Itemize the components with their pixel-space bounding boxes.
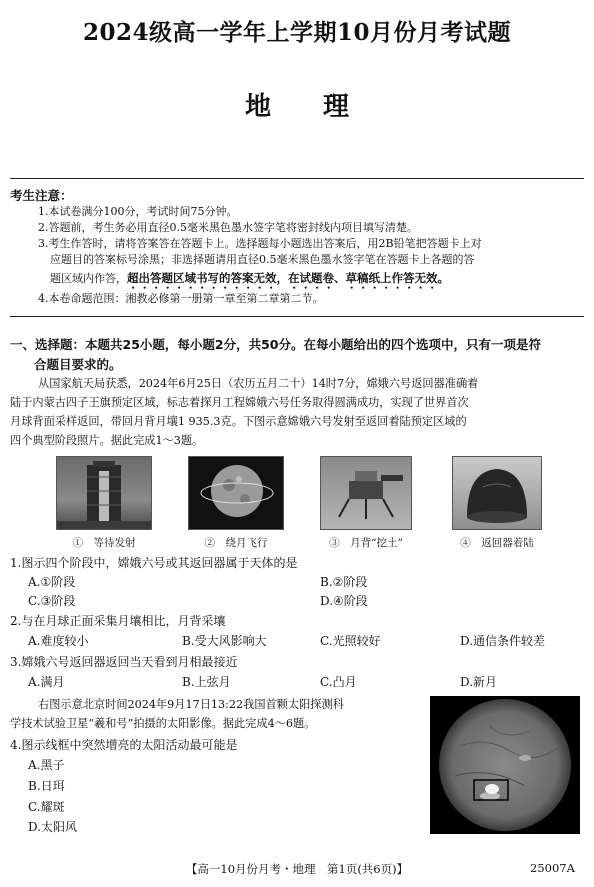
q4-option-d: D.太阳风 [28, 820, 78, 834]
q2-option-d: D.通信条件较差 [460, 634, 546, 648]
notice-item-3-end [50, 270, 449, 292]
photo-caption-4: ④ 返回器着陆 [460, 537, 534, 549]
q4-option-a: A.黑子 [28, 758, 65, 772]
notice-item-2: 2.答题前，考生务必用直径0.5毫米黑色墨水签字笔将密封线内项目填写清楚。 [38, 221, 418, 234]
q4-option-c: C.耀斑 [28, 800, 65, 814]
question-4-stem: 4.图示线框中突然增亮的太阳活动最可能是 [10, 738, 238, 752]
notice-rule [10, 316, 584, 317]
orbit-photo [188, 456, 284, 530]
q1-option-b: B.②阶段 [320, 575, 368, 589]
notice-item-4: 4.本卷命题范围：湘教必修第一册第一章至第二章第二节。 [38, 292, 324, 305]
top-rule [10, 178, 584, 179]
q1-option-a: A.①阶段 [28, 575, 76, 589]
q1-option-d: D.④阶段 [320, 594, 368, 608]
passage1-line-2: 陆于内蒙古四子王旗预定区域，标志着探月工程嫦娥六号任务取得圆满成功，实现了世界首次 [10, 396, 469, 409]
lander-icon [321, 457, 411, 529]
notice-emphasis: 超出答题区域书写的答案无效，在试题卷、草稿纸上作答无效。 [127, 271, 449, 285]
passage2-line-1: 右图示意北京时间2024年9月17日13:22我国首颗太阳探测科 [38, 698, 344, 711]
passage2-line-2: 学技术试验卫星“羲和号”拍摄的太阳影像。据此完成4～6题。 [10, 717, 316, 730]
question-1-stem: 1.图示四个阶段中，嫦娥六号或其返回器属于天体的是 [10, 556, 298, 570]
section-line-2: 合题目要求的。 [34, 357, 122, 372]
launch-tower-icon [57, 457, 151, 529]
q2-option-c: C.光照较好 [320, 634, 381, 648]
notice-item-3: 3.考生作答时，请将答案答在答题卡上。选择题每小题选出答案后，用2B铅笔把答题卡上对 [38, 237, 482, 250]
lander-photo [320, 456, 412, 530]
notice-heading: 考生注意： [10, 188, 73, 203]
passage1-line-4: 四个典型阶段照片。据此完成1～3题。 [10, 434, 204, 447]
q4-option-b: B.日珥 [28, 779, 65, 793]
q3-option-d: D.新月 [460, 675, 498, 689]
exam-title: 2024级高一学年上学期10月份月考试题 [82, 19, 512, 46]
capsule-photo [452, 456, 542, 530]
passage1-line-3: 月球背面采样返回，带回月背月壤1 935.3克。下图示意嫦娥六号发射至返回着陆预定区域的 [10, 415, 467, 428]
question-2-stem: 2.与在月球正面采集月壤相比，月背采壤 [10, 614, 226, 628]
notice-item-3-cont: 应题目的答案标号涂黑；非选择题请用直径0.5毫米黑色墨水签字笔在答题卡上各题的答 [50, 253, 475, 266]
q2-option-a: A.难度较小 [28, 634, 89, 648]
sun-icon [430, 696, 580, 834]
page-footer: 【高一10月份月考・地理 第1页(共6页)】 [185, 862, 409, 876]
q3-option-b: B.上弦月 [182, 675, 231, 689]
q3-option-a: A.满月 [28, 675, 65, 689]
notice-item-3-end-text: 题区域内作答， [50, 272, 127, 285]
notice-item-1: 1.本试卷满分100分，考试时间75分钟。 [38, 205, 238, 218]
exam-code: 25007A [530, 861, 575, 875]
moon-icon [189, 457, 283, 529]
passage1-line-1: 从国家航天局获悉，2024年6月25日（农历五月二十）14时7分，嫦娥六号返回器准确着 [38, 377, 479, 390]
capsule-icon [453, 457, 541, 529]
photo-caption-2: ② 绕月飞行 [204, 537, 268, 549]
photo-caption-1: ① 等待发射 [72, 537, 136, 549]
subject-title: 地理 [244, 92, 401, 122]
photo-caption-3: ③ 月背“挖土” [329, 537, 403, 549]
q1-option-c: C.③阶段 [28, 594, 76, 608]
section-line-1: 一、选择题：本题共25小题，每小题2分，共50分。在每小题给出的四个选项中，只有一项是符 [10, 337, 541, 352]
question-3-stem: 3.嫦娥六号返回器返回当天看到月相最接近 [10, 655, 238, 669]
launch-photo [56, 456, 152, 530]
sun-image [430, 696, 580, 834]
section-heading [10, 335, 541, 375]
q3-option-c: C.凸月 [320, 675, 357, 689]
q2-option-b: B.受大风影响大 [182, 634, 267, 648]
